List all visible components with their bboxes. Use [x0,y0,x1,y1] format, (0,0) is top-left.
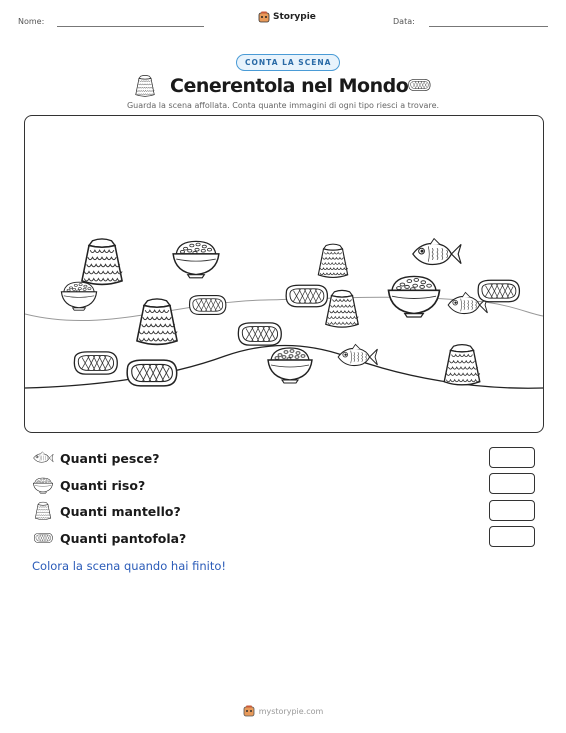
scene-rice-2 [61,282,96,310]
scene-drawing [25,116,543,432]
question-text: Quanti pesce? [60,450,160,466]
counting-scene [24,115,544,433]
brand-logo [258,11,316,23]
cloak-icon [134,74,156,98]
scene-fish-1 [413,239,461,265]
scene-rice-3 [388,276,439,317]
scene-slipper-3 [478,280,519,301]
brand-name: Storypie [273,12,316,22]
answer-box-slipper[interactable] [489,526,535,547]
scene-rice-4 [268,348,312,383]
question-row-rice [32,474,145,496]
scene-slipper-5 [74,352,117,374]
scene-cloak-1 [82,239,122,284]
scene-slipper-4 [238,323,281,345]
question-row-slipper [32,527,186,549]
activity-badge: CONTA LA SCENA [236,54,340,71]
question-row-cloak [32,500,181,522]
name-label: Nome: [18,17,45,26]
slipper-icon [406,76,432,94]
scene-rice-1 [173,241,219,277]
scene-cloak-4 [326,290,358,327]
slipper-icon [32,530,54,546]
name-field[interactable] [57,26,204,27]
rice-bowl-icon [32,476,54,494]
page-subtitle: Guarda la scena affollata. Conta quante immagini di ogni tipo riesci a trovare. [126,101,440,110]
fish-icon [32,450,54,466]
question-text: Quanti mantello? [60,503,181,519]
answer-box-fish[interactable] [489,447,535,468]
scene-slipper-2 [286,285,327,306]
question-text: Quanti pantofola? [60,530,187,546]
answer-box-rice[interactable] [489,473,535,494]
question-row-fish [32,447,159,469]
scene-slipper-1 [190,296,226,315]
color-instruction: Colora la scena quando hai finito! [32,559,226,573]
scene-cloak-5 [444,345,480,385]
scene-cloak-3 [137,299,177,344]
cloak-icon [32,501,54,521]
footer-url[interactable]: mystorypie.com [258,706,324,716]
scene-fish-3 [338,344,377,365]
answer-box-cloak[interactable] [489,500,535,521]
date-field[interactable] [429,26,548,27]
question-text: Quanti riso? [60,477,146,493]
date-label: Data: [393,17,415,26]
scene-slipper-6 [127,360,177,386]
storypie-logo-icon [258,11,270,23]
page-title: Cenerentola nel Mondo [170,75,409,97]
footer [0,705,566,717]
scene-cloak-2 [318,244,347,277]
storypie-logo-icon [243,705,255,717]
